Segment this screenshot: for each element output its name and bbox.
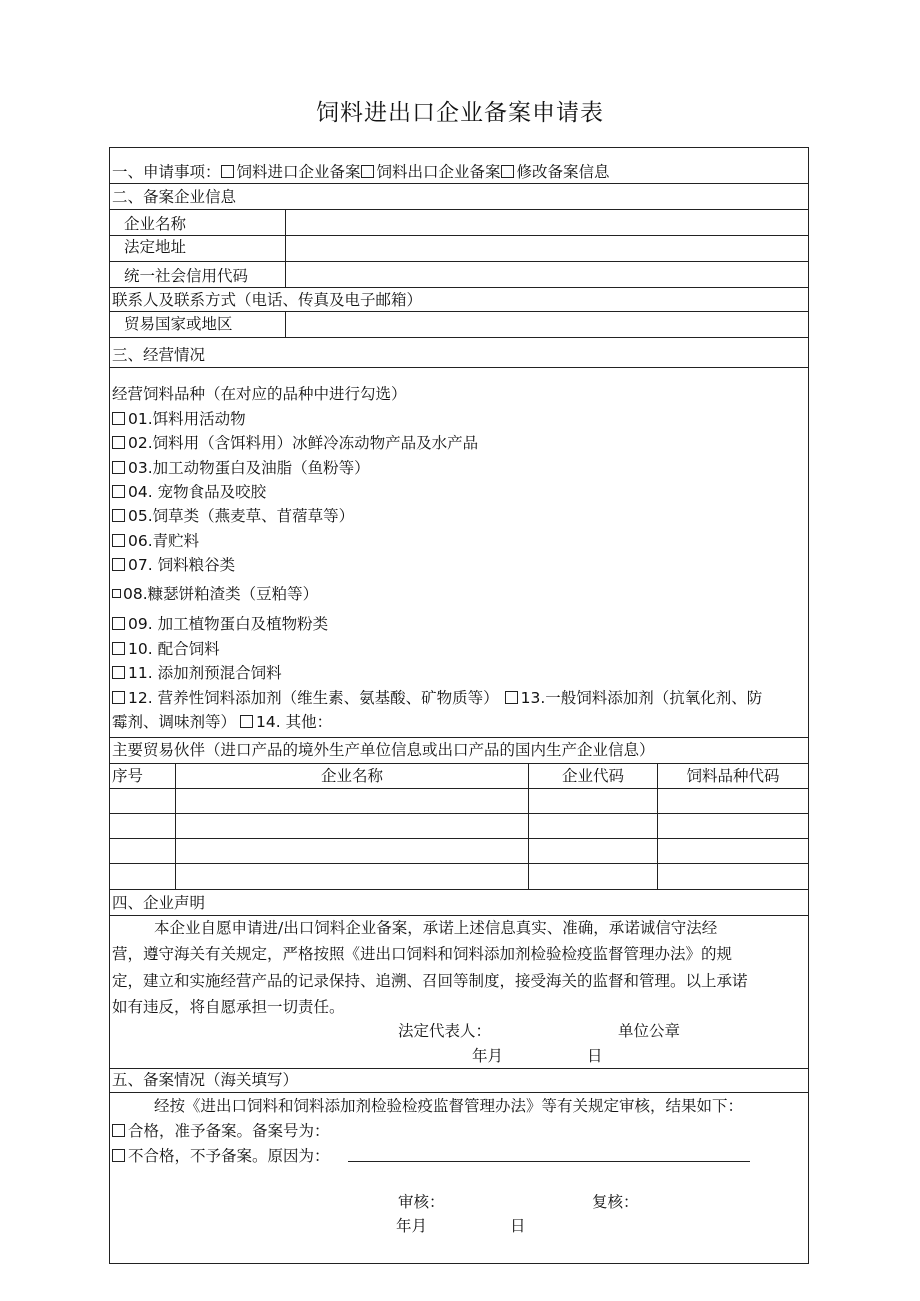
application-form [109,147,809,1264]
variety-checkbox[interactable] [112,617,125,630]
pass-checkbox[interactable] [112,1124,125,1137]
variety-checkbox[interactable] [112,485,125,498]
variety-checkbox[interactable] [112,642,125,655]
col-code-header: 企业代码 [561,767,624,785]
variety-item[interactable]: 04. 宠物食品及咬胶 [112,482,266,502]
table-row[interactable] [110,814,808,838]
variety-item[interactable]: 08.糠瑟饼粕渣类（豆粕等） [112,584,318,604]
credit-code-label: 统一社会信用代码 [124,267,249,285]
col-variety-header: 饲料品种代码 [686,767,780,785]
varieties-label: 经营饲料品种（在对应的品种中进行勾选） [112,385,407,403]
variety-checkbox[interactable] [112,589,121,598]
table-row[interactable] [110,789,808,813]
variety-item[interactable]: 07. 饲料粮谷类 [112,555,235,575]
variety-checkbox[interactable] [112,436,125,449]
fail-checkbox[interactable] [112,1149,125,1162]
review-basis: 经按《进出口饲料和饲料添加剂检验检疫监督管理办法》等有关规定审核，结果如下： [154,1097,744,1115]
section2-heading: 二、备案企业信息 [112,188,237,206]
company-name-field[interactable] [286,210,808,234]
form-title: 饲料进出口企业备案申请表 [316,100,604,126]
col-seq-header: 序号 [112,767,144,785]
recheck-label: 复核： [592,1193,639,1211]
variety-item[interactable]: 03.加工动物蛋白及油脂（鱼粉等） [112,458,370,478]
reason-underline[interactable] [348,1161,750,1162]
legal-rep-label: 法定代表人： [398,1022,492,1040]
application-matters [112,162,610,182]
variety-checkbox[interactable] [112,558,125,571]
fail-option[interactable]: 不合格，不予备案。原因为： [112,1146,330,1166]
variety-item[interactable]: 02.饲料用（含饵料用）冰鲜冷冻动物产品及水产品 [112,433,478,453]
variety-checkbox[interactable] [240,715,253,728]
credit-code-field[interactable] [286,262,808,286]
contact-label: 联系人及联系方式（电话、传真及电子邮箱） [112,291,423,309]
variety-checkbox[interactable] [112,509,125,522]
section5-heading: 五、备案情况（海关填写） [112,1071,299,1089]
declaration-line: 定，建立和实施经营产品的记录保持、追溯、召回等制度，接受海关的监督和管理。以上承诺 [112,972,748,990]
company-name-label: 企业名称 [124,215,187,233]
day-label: 日 [510,1217,526,1235]
declaration-line: 营，遵守海关有关规定，严格按照《进出口饲料和饲料添加剂检验检疫监督管理办法》的规 [112,945,733,963]
review-label: 审核： [398,1193,445,1211]
variety-checkbox[interactable] [505,691,518,704]
variety-checkbox[interactable] [112,534,125,547]
variety-item[interactable]: 10. 配合饲料 [112,639,220,659]
day-label: 日 [587,1047,603,1065]
declaration-line: 本企业自愿申请进/出口饲料企业备案，承诺上述信息真实、准确，承诺诚信守法经 [154,919,718,937]
table-row[interactable] [110,864,808,888]
seal-label: 单位公章 [618,1022,681,1040]
legal-address-field[interactable] [286,236,808,260]
table-row[interactable] [110,839,808,863]
variety-item-14[interactable]: 霉剂、调味剂等） 14. 其他： [112,713,333,731]
year-month-label: 年月 [396,1217,428,1235]
variety-checkbox[interactable] [112,691,125,704]
modify-option: 修改备案信息 [516,163,610,181]
col-name-header: 企业名称 [320,767,383,785]
export-checkbox[interactable] [361,165,374,178]
variety-item-12-13[interactable]: 12. 营养性饲料添加剂（维生素、氨基酸、矿物质等） 13.一般饲料添加剂（抗氧化剂、防 [112,688,762,708]
variety-item[interactable]: 06.青贮料 [112,531,199,551]
legal-address-label: 法定地址 [124,238,187,256]
year-month-label: 年月 [472,1047,504,1065]
section3-heading: 三、经营情况 [112,346,206,364]
declaration-line: 如有违反，将自愿承担一切责任。 [112,998,345,1016]
partners-label: 主要贸易伙伴（进口产品的境外生产单位信息或出口产品的国内生产企业信息） [112,741,655,759]
variety-checkbox[interactable] [112,461,125,474]
country-label: 贸易国家或地区 [124,315,233,333]
section4-heading: 四、企业声明 [112,894,206,912]
variety-checkbox[interactable] [112,412,125,425]
variety-item[interactable]: 05.饲草类（燕麦草、苜蓿草等） [112,506,354,526]
country-field[interactable] [286,312,808,336]
matters-label: 一、申请事项： [112,163,221,181]
export-option: 饲料出口企业备案 [376,163,501,181]
import-option: 饲料进口企业备案 [236,163,361,181]
variety-item[interactable]: 11. 添加剂预混合饲料 [112,663,282,683]
modify-checkbox[interactable] [501,165,514,178]
variety-checkbox[interactable] [112,666,125,679]
pass-option[interactable]: 合格，准予备案。备案号为： [112,1121,330,1141]
variety-item[interactable]: 01.饵料用活动物 [112,409,246,429]
variety-item[interactable]: 09. 加工植物蛋白及植物粉类 [112,614,328,634]
import-checkbox[interactable] [221,165,234,178]
